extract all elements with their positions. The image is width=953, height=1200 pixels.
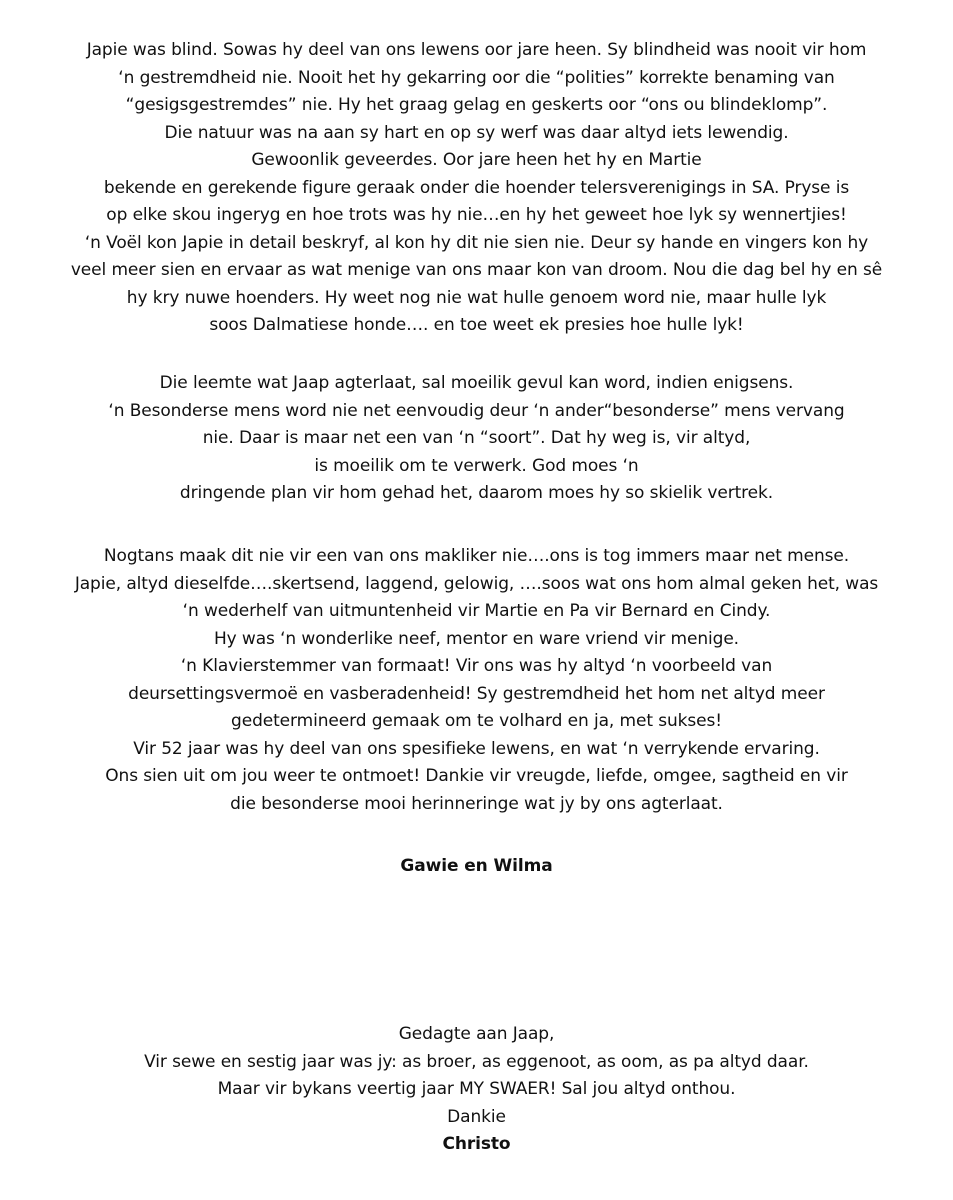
tribute-paragraph-2 — [0, 370, 953, 508]
signature-text: Gawie en Wilma — [400, 856, 553, 876]
text-line: dringende plan vir hom gehad het, daarom moes hy so skielik vertrek. — [179, 483, 774, 503]
text-line: Hy was ‘n wonderlike neef, mentor en ware vriend vir menige. — [213, 628, 739, 649]
text-line: deursettingsvermoë en vasberadenheid! Sy gestremdheid het hom net altyd meer — [128, 683, 825, 704]
text-line: Die leemte wat Jaap agterlaat, sal moeilik gevul kan word, indien enigsens. — [159, 373, 794, 393]
poem-line: Vir sewe en sestig jaar was jy: as broer, as eggenoot, as oom, as pa altyd daar. — [144, 1051, 809, 1072]
text-line: “gesigsgestremdes” nie. Hy het graag gelag en geskerts oor “ons ou blindeklomp”. — [125, 95, 828, 115]
text-line: nie. Daar is maar net een van ‘n “soort”. Dat hy weg is, vir altyd, — [202, 428, 751, 448]
text-line: Gewoonlik geveerdes. Oor jare heen het hy en Martie — [251, 150, 702, 170]
text-line: bekende en gerekende figure geraak onder die hoender telersverenigings in SA. Pryse is — [103, 177, 850, 198]
text-line: ‘n wederhelf van uitmuntenheid vir Martie en Pa vir Bernard en Cindy. — [182, 601, 771, 621]
text-line: is moeilik om te verwerk. God moes ‘n — [314, 455, 639, 476]
text-line: op elke skou ingeryg en hoe trots was hy nie…en hy het geweet hoe lyk sy wennertjies! — [106, 205, 847, 225]
text-line: ‘n Klavierstemmer van formaat! Vir ons was hy altyd ‘n voorbeeld van — [180, 656, 773, 676]
text-line: soos Dalmatiese honde…. en toe weet ek presies hoe hulle lyk! — [209, 315, 744, 335]
text-line: Nogtans maak dit nie vir een van ons makliker nie….ons is tog immers maar net mense. — [103, 546, 850, 566]
text-line: die besonderse mooi herinneringe wat jy by ons agterlaat. — [230, 793, 723, 814]
tribute-paragraph-3 — [0, 543, 953, 818]
text-line: gedetermineerd gemaak om te volhard en ja, met sukses! — [231, 711, 722, 731]
poem-line: Gedagte aan Jaap, — [398, 1024, 555, 1044]
text-line: Vir 52 jaar was hy deel van ons spesifieke lewens, en wat ‘n verrykende ervaring. — [133, 738, 820, 759]
text-line: ‘n gestremdheid nie. Nooit het hy gekarring oor die “polities” korrekte benaming van — [118, 67, 835, 88]
text-line: ‘n Voël kon Japie in detail beskryf, al kon hy dit nie sien nie. Deur sy hande en vingers kon hy — [84, 232, 869, 253]
text-line: Die natuur was na aan sy hart en op sy werf was daar altyd iets lewendig. — [164, 122, 789, 143]
text-line: hy kry nuwe hoenders. Hy weet nog nie wat hulle genoem word nie, maar hulle lyk — [126, 287, 827, 308]
tribute-signature — [0, 853, 953, 881]
poem-line: Maar vir bykans veertig jaar MY SWAER! Sal jou altyd onthou. — [217, 1079, 736, 1099]
text-line: ‘n Besonderse mens word nie net eenvoudig deur ‘n ander“besonderse” mens vervang — [108, 400, 845, 421]
text-line: Ons sien uit om jou weer te ontmoet! Dankie vir vreugde, liefde, omgee, sagtheid en vir — [105, 766, 848, 786]
tribute-paragraph-1 — [0, 37, 953, 340]
poem-line: Dankie — [447, 1106, 506, 1127]
text-line: Japie was blind. Sowas hy deel van ons lewens oor jare heen. Sy blindheid was nooit vir hom — [86, 40, 867, 60]
text-line: veel meer sien en ervaar as wat menige van ons maar kon van droom. Nou die dag bel hy en sê — [70, 260, 883, 280]
poem-block — [0, 1021, 953, 1159]
poem-signature: Christo — [442, 1134, 511, 1154]
text-line: Japie, altyd dieselfde….skertsend, laggend, gelowig, ….soos wat ons hom almal geken het, was — [74, 573, 879, 594]
